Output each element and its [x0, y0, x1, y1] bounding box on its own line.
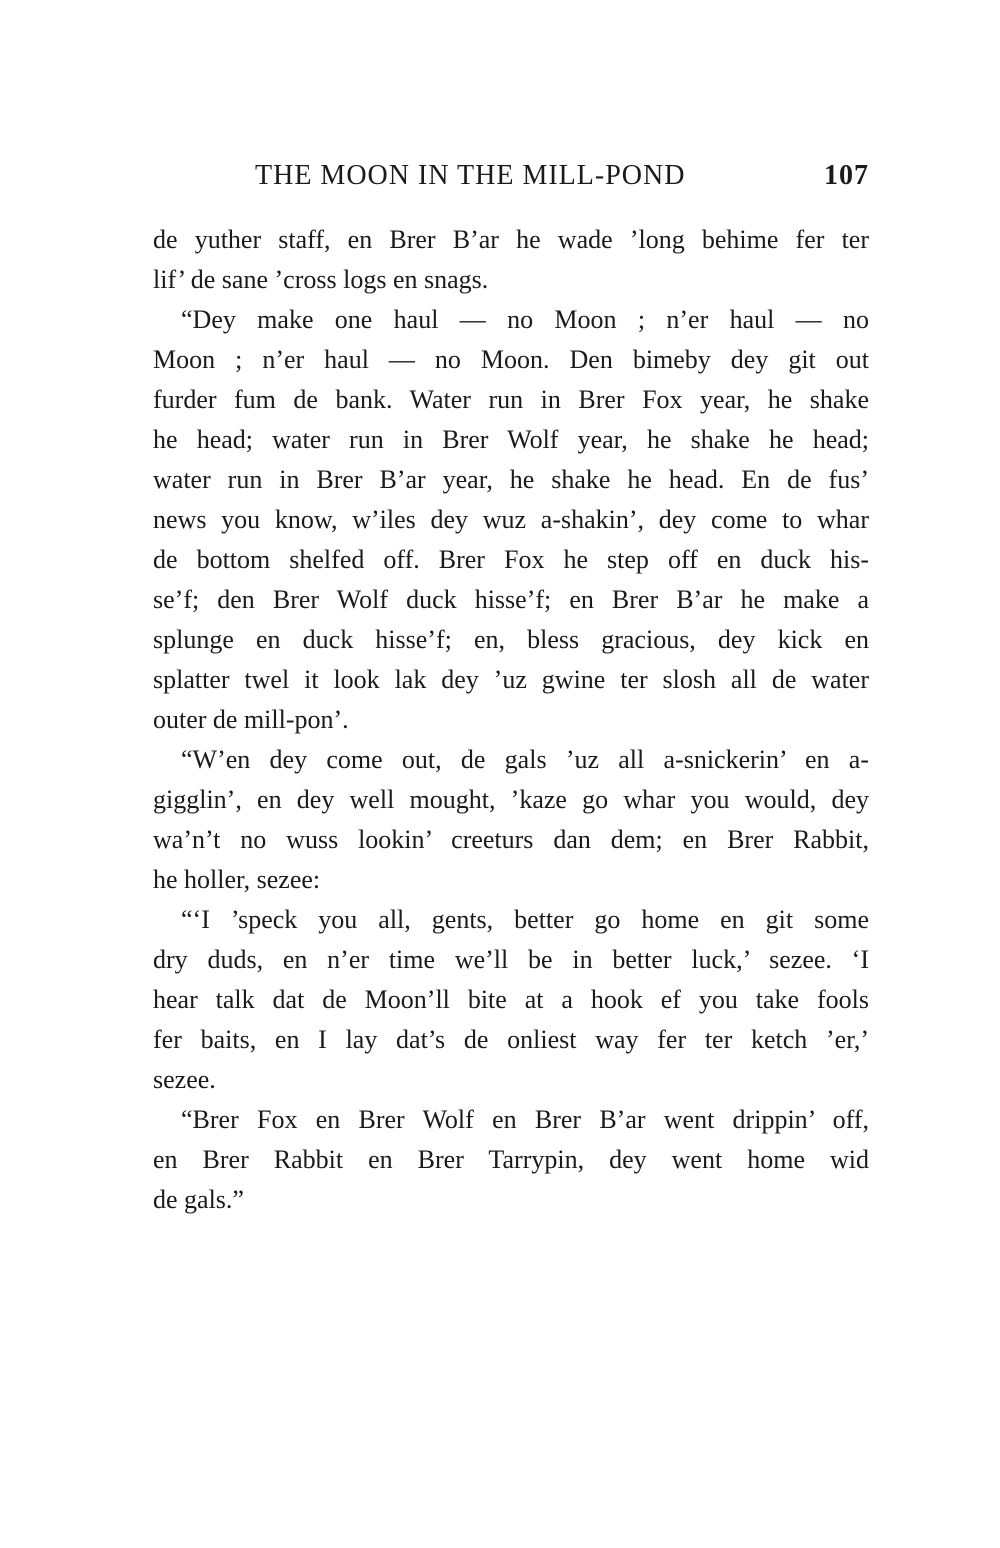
- text-line: “Dey make one haul — no Moon ; n’er haul — no: [181, 305, 869, 334]
- text-line: en Brer Rabbit en Brer Tarrypin, dey went home wid: [153, 1145, 869, 1174]
- text-line: dry duds, en n’er time we’ll be in better luck,’ sezee. ‘I: [153, 945, 869, 974]
- text-line: sezee.: [153, 1065, 216, 1094]
- body-text: [153, 220, 869, 1220]
- chapter-title: THE MOON IN THE MILL-POND: [255, 160, 686, 191]
- text-line: news you know, w’iles dey wuz a-shakin’, dey come to whar: [153, 505, 869, 534]
- text-line: furder fum de bank. Water run in Brer Fox year, he shake: [153, 385, 869, 414]
- text-line: de bottom shelfed off. Brer Fox he step off en duck his-: [153, 545, 869, 574]
- text-line: he holler, sezee:: [153, 865, 321, 894]
- text-line: splunge en duck hisse’f; en, bless gracious, dey kick en: [153, 625, 869, 654]
- text-line: he head; water run in Brer Wolf year, he shake he head;: [153, 425, 869, 454]
- page-number: 107: [824, 160, 869, 191]
- text-line: se’f; den Brer Wolf duck hisse’f; en Brer B’ar he make a: [153, 585, 869, 614]
- text-line: water run in Brer B’ar year, he shake he head. En de fus’: [153, 465, 869, 494]
- text-line: gigglin’, en dey well mought, ’kaze go whar you would, dey: [153, 785, 869, 814]
- text-line: hear talk dat de Moon’ll bite at a hook ef you take fools: [153, 985, 869, 1014]
- text-line: splatter twel it look lak dey ’uz gwine ter slosh all de water: [153, 665, 869, 694]
- text-line: Moon ; n’er haul — no Moon. Den bimeby dey git out: [153, 345, 869, 374]
- text-line: “Brer Fox en Brer Wolf en Brer B’ar went drippin’ off,: [181, 1105, 869, 1134]
- book-page: [153, 160, 869, 1220]
- text-line: de gals.”: [153, 1185, 244, 1214]
- text-line: “W’en dey come out, de gals ’uz all a-snickerin’ en a-: [181, 745, 869, 774]
- text-line: de yuther staff, en Brer B’ar he wade ’long behime fer ter: [153, 225, 869, 254]
- text-line: fer baits, en I lay dat’s de onliest way fer ter ketch ’er,’: [153, 1025, 869, 1054]
- text-line: “‘I ’speck you all, gents, better go home en git some: [181, 905, 869, 934]
- text-line: lif’ de sane ’cross logs en snags.: [153, 265, 489, 294]
- text-line: wa’n’t no wuss lookin’ creeturs dan dem; en Brer Rabbit,: [153, 825, 869, 854]
- running-head: [153, 160, 869, 200]
- text-line: outer de mill-pon’.: [153, 705, 349, 734]
